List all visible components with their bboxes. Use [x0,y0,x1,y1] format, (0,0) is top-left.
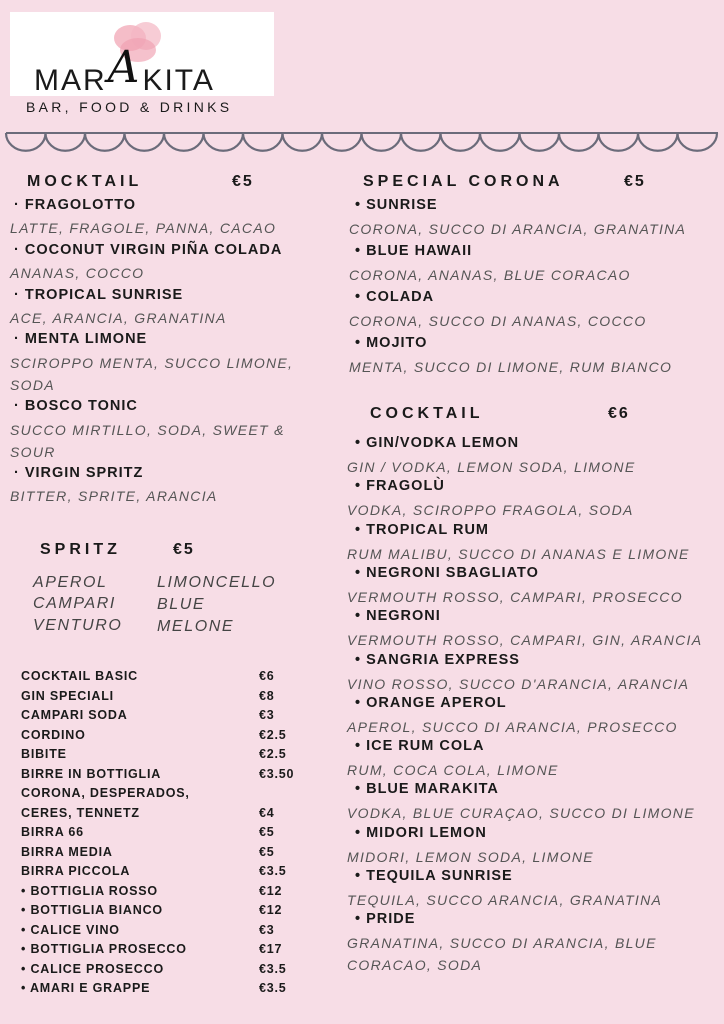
cocktail-desc: APEROL, SUCCO DI ARANCIA, PROSECCO [347,718,678,735]
spritz-title: SPRITZ [40,541,121,558]
price-list-item: BIRRA MEDIA [21,844,113,859]
spritz-price: €5 [173,541,195,558]
price-list-price: €12 [259,903,283,917]
mocktail-price: €5 [232,173,254,190]
price-list-price: €2.5 [259,747,287,761]
cocktail-desc: GRANATINA, SUCCO DI ARANCIA, BLUE [347,935,657,952]
spritz-item: CAMPARI [33,595,116,612]
cocktail-item: • BLUE MARAKITA [355,781,499,798]
corona-desc: CORONA, ANANAS, BLUE CORACAO [349,267,631,283]
cocktail-item: • TEQUILA SUNRISE [355,868,513,884]
price-list-item: • BOTTIGLIA ROSSO [21,883,158,898]
price-list-price: €3 [259,708,275,722]
mocktail-desc: LATTE, FRAGOLE, PANNA, CACAO [10,220,277,236]
cocktail-title: COCKTAIL [370,405,484,422]
price-list-price: €3 [259,922,275,937]
price-list-item: BIRRA 66 [21,825,84,839]
mocktail-item: · COCONUT VIRGIN PIÑA COLADA [14,242,283,258]
cocktail-desc: MIDORI, LEMON SODA, LIMONE [347,848,594,865]
cocktail-item: • MIDORI LEMON [355,824,487,841]
cocktail-desc: TEQUILA, SUCCO ARANCIA, GRANATINA [347,892,663,908]
spritz-item: APEROL [33,574,108,591]
spritz-item: MELONE [157,618,235,635]
cocktail-desc: RUM MALIBU, SUCCO DI ANANAS E LIMONE [347,545,690,562]
mocktail-desc: BITTER, SPRITE, ARANCIA [10,488,218,504]
spritz-item: BLUE [157,596,206,613]
corona-item: • SUNRISE [355,197,438,213]
mocktail-item: · VIRGIN SPRITZ [14,465,144,481]
corona-desc: MENTA, SUCCO DI LIMONE, RUM BIANCO [349,359,673,375]
price-list-price: €3.5 [259,981,287,995]
spritz-item: LIMONCELLO [157,574,277,591]
cocktail-desc: GIN / VODKA, LEMON SODA, LIMONE [347,459,636,475]
price-list-item: • BOTTIGLIA BIANCO [21,903,163,917]
mocktail-desc: SCIROPPO MENTA, SUCCO LIMONE, [10,355,294,371]
mocktail-desc: SOUR [10,444,56,460]
cocktail-desc: CORACAO, SODA [347,957,483,974]
mocktail-desc: SODA [10,377,55,393]
spritz-item: VENTURO [33,617,123,634]
cocktail-price: €6 [608,405,630,422]
mocktail-desc: ANANAS, COCCO [10,265,145,281]
price-list-price: €5 [259,825,275,839]
price-list-price: €3.50 [259,766,295,781]
price-list-price: €17 [259,942,283,956]
price-list-item: • CALICE PROSECCO [21,961,164,976]
cocktail-item: • ICE RUM COLA [355,738,485,755]
cocktail-desc: VODKA, SCIROPPO FRAGOLA, SODA [347,502,634,519]
mocktail-item: · BOSCO TONIC [14,398,138,414]
price-list-item: • CALICE VINO [21,922,120,937]
mocktail-title: MOCKTAIL [27,173,143,190]
cocktail-desc: VINO ROSSO, SUCCO D'ARANCIA, ARANCIA [347,675,690,692]
brand-name-left: MAR [34,64,107,97]
price-list-price: €6 [259,669,275,683]
cocktail-item: • NEGRONI [355,608,441,625]
scallop-arcs [6,133,717,151]
mocktail-desc: SUCCO MIRTILLO, SODA, SWEET & [10,422,285,438]
brand-name-right: KITA [142,64,215,97]
tagline: BAR, FOOD & DRINKS [26,99,233,115]
cocktail-desc: VERMOUTH ROSSO, CAMPARI, GIN, ARANCIA [347,632,703,649]
mocktail-item: · MENTA LIMONE [14,331,148,347]
price-list-price: €5 [259,844,275,859]
mocktail-item: · TROPICAL SUNRISE [14,287,184,303]
cocktail-desc: VODKA, BLUE CURAÇAO, SUCCO DI LIMONE [347,805,695,822]
cocktail-desc: VERMOUTH ROSSO, CAMPARI, PROSECCO [347,588,683,605]
mocktail-item: · FRAGOLOTTO [14,197,137,213]
price-list-price: €2.5 [259,727,287,742]
price-list-price: €3.5 [259,961,287,976]
price-list-item: BIBITE [21,747,67,761]
price-list-price: €3.5 [259,864,287,878]
corona-desc: CORONA, SUCCO DI ANANAS, COCCO [349,313,647,329]
price-list-item: CORDINO [21,727,86,742]
cocktail-item: • FRAGOLÙ [355,478,445,495]
corona-item: • MOJITO [355,335,428,351]
cocktail-desc: RUM, COCA COLA, LIMONE [347,762,559,779]
price-list-item: • BOTTIGLIA PROSECCO [21,942,187,956]
price-list-item: CAMPARI SODA [21,708,128,722]
price-list-item: • AMARI E GRAPPE [21,981,151,995]
price-list-item: GIN SPECIALI [21,688,114,703]
brand-logo [34,42,215,101]
mocktail-desc: ACE, ARANCIA, GRANATINA [10,310,227,326]
corona-desc: CORONA, SUCCO DI ARANCIA, GRANATINA [349,221,687,237]
price-list-price: €4 [259,805,275,820]
cocktail-item: • TROPICAL RUM [355,521,490,538]
cocktail-item: • NEGRONI SBAGLIATO [355,564,539,581]
price-list-item: BIRRA PICCOLA [21,864,131,878]
price-list-item: BIRRE IN BOTTIGLIA [21,766,162,781]
cocktail-item: • ORANGE APEROL [355,694,507,711]
special-corona-title: SPECIAL CORONA [363,173,564,190]
cocktail-item: • GIN/VODKA LEMON [355,435,520,451]
cocktail-item: • SANGRIA EXPRESS [355,651,520,668]
corona-item: • BLUE HAWAII [355,243,473,259]
special-corona-price: €5 [624,173,646,190]
price-list-price: €8 [259,688,275,703]
price-list-item: CERES, TENNETZ [21,805,140,820]
price-list-item: CORONA, DESPERADOS, [21,786,190,800]
corona-item: • COLADA [355,289,435,305]
scallop-divider [0,128,724,158]
price-list-item: COCKTAIL BASIC [21,669,138,683]
price-list-price: €12 [259,883,283,898]
cocktail-item: • PRIDE [355,911,416,928]
brand-name-script: A [107,42,142,93]
